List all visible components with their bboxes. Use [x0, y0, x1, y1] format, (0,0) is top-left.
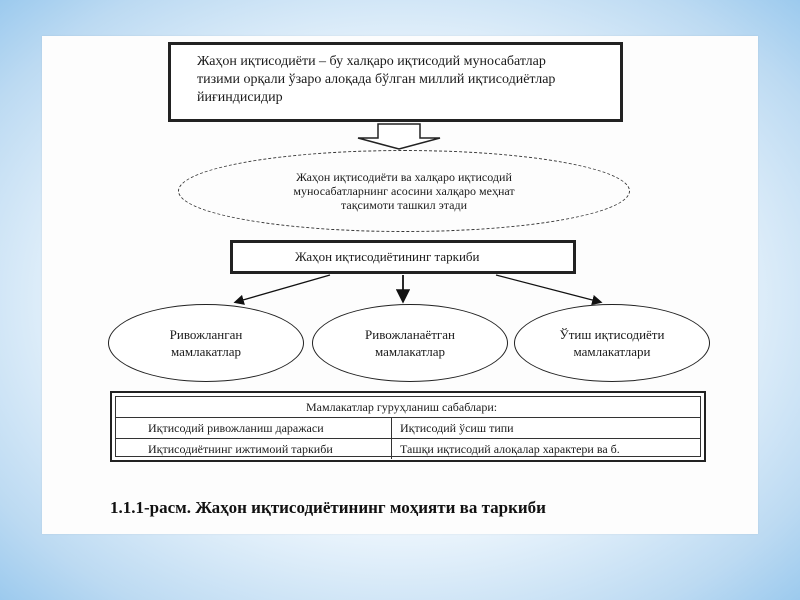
definition-line-1: Жаҳон иқтисодиёти – бу халқаро иқтисодий муносабатлар [197, 54, 546, 69]
table-row [116, 439, 700, 459]
table-row [116, 418, 700, 439]
definition-line-3: йиғиндисидир [197, 90, 283, 105]
group-developed-line-1: Ривожланган [169, 327, 243, 342]
group-developed-line-2: мамлакатлар [170, 344, 242, 359]
group-developing-oval [312, 304, 508, 382]
labor-division-line-1: Жаҳон иқтисодиёти ва халқаро иқтисодий [296, 170, 512, 184]
structure-label: Жаҳон иқтисодиётининг таркиби [295, 249, 480, 264]
group-transition-line-1: Ўтиш иқтисодиёти [559, 327, 665, 342]
group-transition-line-2: мамлакатлари [573, 344, 651, 359]
labor-division-line-3: тақсимоти ташкил этади [341, 198, 467, 212]
arrow-to-transition [496, 275, 600, 302]
table-cell: Иқтисодий ўсиш типи [400, 421, 514, 435]
definition-line-2: тизими орқали ўзаро алоқада бўлган миллий иқтисодиётлар [197, 72, 556, 87]
arrow-to-developed [236, 275, 330, 302]
grouping-reasons-table [110, 391, 706, 462]
group-developing-line-2: мамлакатлар [374, 344, 446, 359]
definition-box [168, 42, 623, 122]
block-arrow-down [358, 124, 440, 149]
group-developed-oval [108, 304, 304, 382]
table-header: Мамлакатлар гуруҳланиш сабаблари: [116, 397, 700, 418]
figure-caption: 1.1.1-расм. Жаҳон иқтисодиётининг моҳияти ва таркиби [110, 498, 546, 517]
table-cell: Иқтисодиётнинг ижтимоий таркиби [116, 439, 392, 459]
group-transition-oval [514, 304, 710, 382]
labor-division-oval [178, 150, 630, 232]
structure-box [230, 240, 576, 274]
labor-division-line-2: муносабатларнинг асосини халқаро меҳнат [293, 184, 515, 198]
table-cell: Ташқи иқтисодий алоқалар характери ва б. [400, 442, 620, 456]
group-developing-line-1: Ривожланаётган [365, 327, 455, 342]
table-cell: Иқтисодий ривожланиш даражаси [116, 418, 392, 438]
